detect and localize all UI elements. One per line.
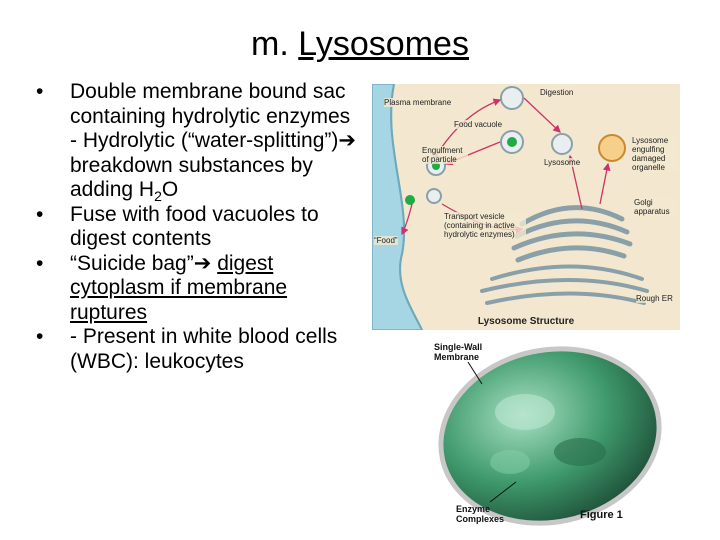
bullet-1 [30, 80, 365, 203]
lysosome-figure [420, 332, 680, 528]
label-golgi: Golgi apparatus [634, 198, 678, 216]
bullet-list [30, 80, 365, 374]
rough-er-icon [482, 267, 647, 304]
enzyme-patch [495, 394, 555, 430]
food-particle-icon [405, 195, 415, 205]
label-food-vacuole: Food vacuole [454, 120, 503, 129]
bullet-1-line-2-suffix: breakdown substances by adding H [70, 153, 313, 201]
label-enzyme-complexes: Enzyme Complexes [456, 504, 505, 524]
label-engulfment: Engulfment of particle [422, 146, 468, 164]
label-rough-er: Rough ER [636, 294, 673, 303]
golgi-icon [514, 208, 630, 260]
label-digestion: Digestion [540, 88, 574, 97]
bullet-3-prefix: “Suicide bag” [70, 251, 194, 275]
bullet-3 [30, 252, 365, 326]
slide-title [0, 22, 720, 66]
label-single-wall-membrane: Single-Wall Membrane [434, 342, 483, 362]
bullet-3-underlined: digest cytoplasm if membrane ruptures [70, 251, 288, 324]
enzyme-patch [554, 438, 606, 466]
subscript: 2 [154, 188, 162, 205]
bullet-1-line-2-prefix: - Hydrolytic (“water-splitting”) [70, 129, 339, 152]
bullet-1-line-1: Double membrane bound sac containing hydrolytic enzymes [70, 80, 351, 128]
label-food: “Food” [374, 236, 398, 245]
damaged-organelle-icon [599, 135, 625, 161]
diagram-caption: Lysosome Structure [477, 316, 575, 327]
lysosome-icon [552, 134, 572, 154]
arrow-icon: ➔ [338, 129, 356, 152]
digestion-vesicle-icon [501, 87, 523, 109]
label-lysosome: Lysosome [544, 158, 581, 167]
transport-vesicle-icon [427, 189, 441, 203]
lysosome-diagram [372, 84, 680, 330]
arrow-icon: ➔ [193, 251, 212, 275]
enzyme-patch [490, 450, 530, 474]
bullet-4: • - Present in white blood cells (WBC): leukocytes [30, 325, 365, 374]
title-prefix: m. [251, 25, 299, 63]
label-lysosome-engulfing: Lysosome engulfing damaged organelle [632, 136, 678, 172]
bullet-1-line-2-end: O [161, 178, 179, 201]
bullet-2: • Fuse with food vacuoles to digest contents [30, 203, 365, 252]
label-plasma-membrane: Plasma membrane [384, 98, 452, 107]
plasma-membrane-shape [372, 84, 422, 330]
label-transport-vesicle: Transport vesicle (containing in active hydrolytic enzymes) [444, 212, 526, 239]
food-particle-icon [507, 137, 517, 147]
label-figure-number: Figure 1 [580, 509, 623, 521]
title-main: Lysosomes [298, 25, 469, 63]
